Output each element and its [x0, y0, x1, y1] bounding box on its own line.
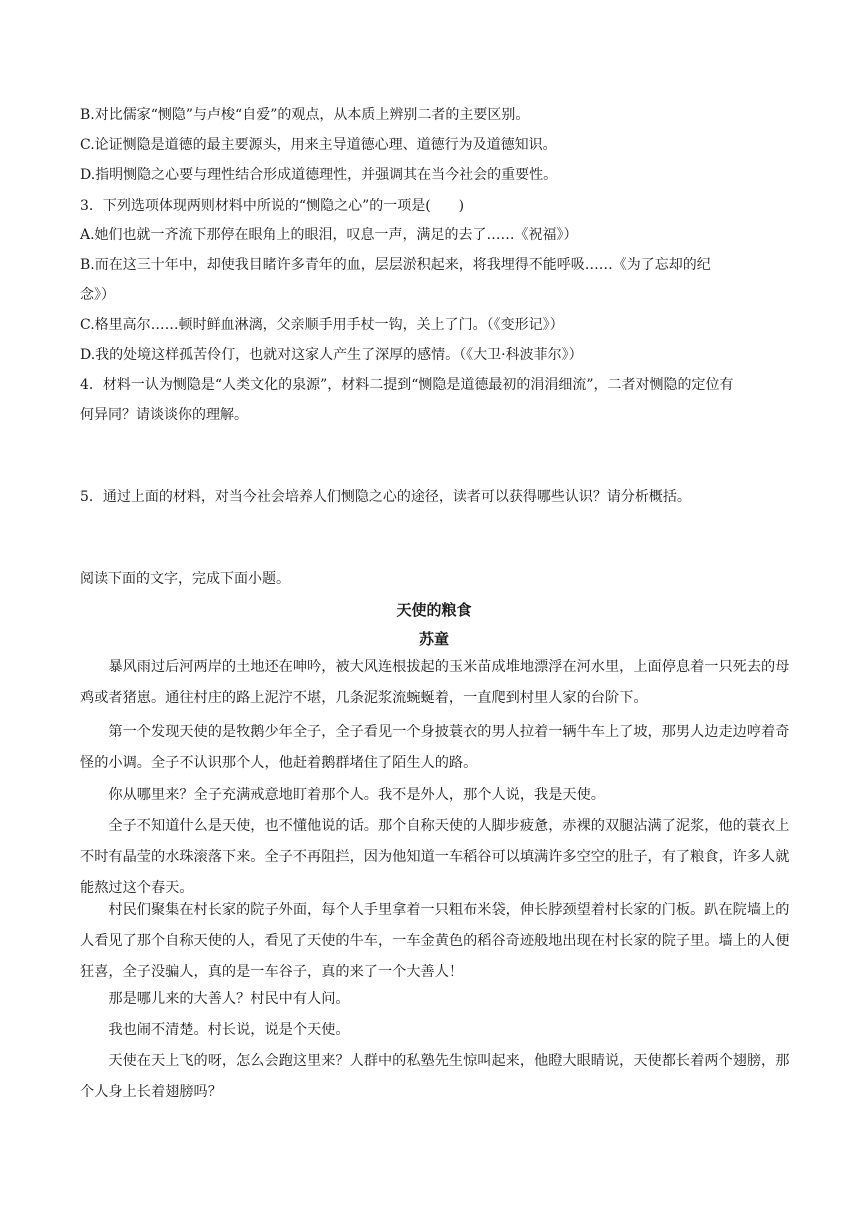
story-paragraph: 那是哪儿来的大善人？村民中有人问。: [108, 991, 350, 1007]
question-3-option-d: D.我的处境这样孤苦伶仃，也就对这家人产生了深厚的感情。（《大卫·科波菲尔》）: [80, 347, 583, 363]
story-paragraph: 暴风雨过后河两岸的土地还在呻吟，被大风连根拔起的玉米苗成堆地漂浮在河水里，上面停息着一只死去的母鸡或者猪崽。通往村庄的路上泥泞不堪，几条泥浆流蜿蜒着，一直爬到村里人家的台阶下。: [80, 659, 790, 706]
question-2-option-b: B.对比儒家“恻隐”与卢梭“自爱”的观点，从本质上辨别二者的主要区别。: [80, 107, 530, 123]
question-2-option-c: C.论证恻隐是道德的最主要源头，用来主导道德心理、道德行为及道德知识。: [80, 137, 557, 153]
story-paragraph: 第一个发现天使的是牧鹅少年全子，全子看见一个身披蓑衣的男人拉着一辆牛车上了坡，那男人边走边哼着奇怪的小调。全子不认识那个人，他赶着鹅群堵住了陌生人的路。: [80, 724, 790, 771]
story-paragraph: 天使在天上飞的呀，怎么会跑这里来？人群中的私塾先生惊叫起来，他瞪大眼睛说，天使都长着两个翅膀，那个人身上长着翅膀吗？: [80, 1053, 790, 1100]
question-3-option-a: A.她们也就一齐流下那停在眼角上的眼泪，叹息一声，满足的去了……《祝福》）: [80, 227, 578, 243]
question-3-option-c: C.格里高尔……顿时鲜血淋漓，父亲顺手用手杖一钩，关上了门。（《变形记》）: [80, 317, 564, 333]
story-author: 苏童: [418, 630, 449, 648]
story-title: 天使的粮食: [396, 601, 472, 619]
story-paragraph: 全子不知道什么是天使，也不懂他说的话。那个自称天使的人脚步疲惫，赤裸的双腿沾满了泥浆，他的蓑衣上不时有晶莹的水珠滚落下来。全子不再阻拦，因为他知道一车稻谷可以填满许多空空的肚子，有了粮食，许多人就能熬过这个春天。: [80, 818, 790, 896]
question-3-option-b-line2: 念》）: [80, 287, 115, 303]
story-paragraph: 我也闹不清楚。村长说，说是个天使。: [108, 1022, 350, 1038]
question-3-stem: 3．下列选项体现两则材料中所说的“恻隐之心”的一项是( ): [80, 198, 465, 214]
story-paragraph: 你从哪里来？全子充满戒意地盯着那个人。我不是外人，那个人说，我是天使。: [108, 787, 605, 803]
story-paragraph: 村民们聚集在村长家的院子外面，每个人手里拿着一只粗布米袋，伸长脖颈望着村长家的门板。趴在院墙上的人看见了那个自称天使的人，看见了天使的牛车，一车金黄色的稻谷奇迹般地出现在村长家的院子里。墙上的人便狂喜，全子没骗人，真的是一车谷子，真的来了一个大善人！: [80, 902, 790, 980]
question-3-option-b-line1: B.而在这三十年中，却使我目睹许多青年的血，层层淤积起来，将我埋得不能呼吸……《为了忘却的纪: [80, 257, 711, 273]
reading-instruction: 阅读下面的文字，完成下面小题。: [80, 571, 290, 587]
question-4-line2: 何异同？请谈谈你的理解。: [80, 407, 248, 423]
question-4-line1: 4．材料一认为恻隐是“人类文化的泉源”，材料二提到“恻隐是道德最初的涓涓细流”，二者对恻隐的定位有: [80, 377, 734, 393]
question-5: 5．通过上面的材料，对当今社会培养人们恻隐之心的途径，读者可以获得哪些认识？请分析概括。: [80, 489, 691, 505]
question-2-option-d: D.指明恻隐之心要与理性结合形成道德理性，并强调其在当今社会的重要性。: [80, 167, 558, 183]
